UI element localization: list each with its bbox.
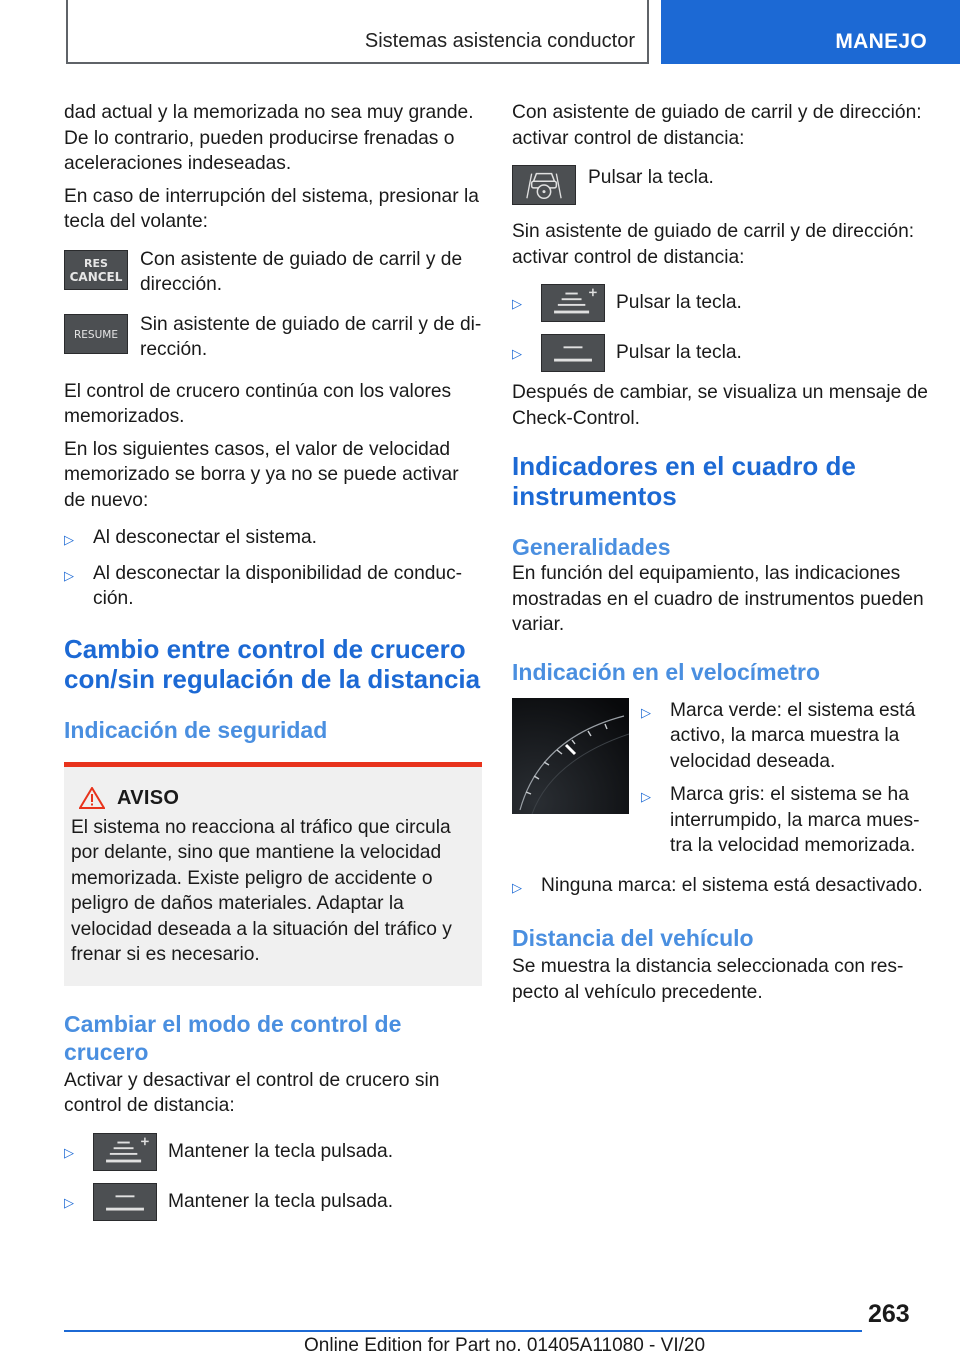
bullet-triangle-icon: ▷: [512, 296, 522, 311]
lane-distance-plus-icon: [541, 284, 605, 322]
paragraph-with-steering: Con asistente de guiado de carril y de dirección: activar control de distancia:: [512, 102, 922, 149]
bullet-triangle-icon: ▷: [64, 1144, 74, 1160]
footer-divider: [64, 1330, 862, 1332]
list-item: ▷ Al desconectar la disponibilidad de conducción.: [64, 561, 482, 612]
heading-cruise-switch: Cambio entre control de crucero con/sin regulación de la distancia: [64, 633, 481, 694]
key-row-res-cancel: [64, 247, 482, 298]
change-mode-text: Activar y desactivar el control de crucero sin control de distancia:: [64, 1069, 440, 1116]
res-cancel-key-icon: RES CANCEL: [64, 250, 128, 290]
paragraph-without-steering: Sin asistente de guiado de carril y de dirección: activar control de distancia:: [512, 221, 915, 268]
resume-description: Sin asistente de guiado de carril y de dirección.: [140, 313, 482, 360]
list-item: ▷ Ninguna marca: el sistema está desactivado.: [512, 873, 928, 901]
steering-assist-icon: [512, 165, 576, 205]
header-section-title: Sistemas asistencia conductor: [364, 30, 635, 52]
general-text: En función del equipamiento, las indicaciones mostradas en el cuadro de instrumentos pueden variar.: [512, 563, 924, 635]
bullet-triangle-icon: ▷: [512, 879, 522, 895]
right-step-1: ▷ Pulsar la tecla.: [512, 284, 928, 322]
bullet-triangle-icon: ▷: [641, 789, 651, 804]
bullet-triangle-icon: ▷: [64, 1194, 74, 1210]
heading-general: Generalidades: [512, 534, 671, 560]
warning-box: [64, 762, 482, 986]
warning-icon: [79, 787, 105, 809]
list-item: ▷ Al desconectar el sistema.: [64, 525, 482, 553]
intro-paragraph-2: En caso de interrupción del sistema, presionar la tecla del volante:: [64, 185, 479, 232]
right-column: [512, 100, 928, 1012]
key-row-resume: [64, 312, 482, 363]
heading-speedometer: Indicación en el velocímetro: [512, 658, 821, 685]
lane-distance-plus-icon: [93, 1133, 157, 1171]
warning-title-row: [79, 787, 473, 810]
heading-safety: Indicación de seguridad: [64, 716, 328, 743]
right-step-2: ▷ Pulsar la tecla.: [512, 334, 928, 372]
resume-key-icon: RESUME: [64, 314, 128, 354]
steering-key-description: Pulsar la tecla.: [588, 167, 714, 188]
bullet-triangle-icon: ▷: [64, 567, 74, 583]
heading-change-mode: Cambiar el modo de control de crucero: [64, 1010, 402, 1065]
speedometer-block: [512, 698, 928, 867]
mode-step-1: ▷ Mantener la tecla pulsada.: [64, 1133, 482, 1171]
intro-paragraph-1: dad actual y la memorizada no sea muy grande. De lo contrario, pueden producirse frenadas o aceleraciones indeseadas.: [64, 102, 474, 174]
paragraph-check-control: Después de cambiar, se visualiza un mensaje de Check-Control.: [512, 382, 928, 429]
footer-edition: Online Edition for Part no. 01405A11080 - VI/20: [304, 1335, 706, 1356]
paragraph-continue: El control de crucero continúa con los valores memorizados.: [64, 380, 452, 427]
lane-distance-icon: [541, 334, 605, 372]
bullet-triangle-icon: ▷: [64, 532, 74, 547]
warning-text: El sistema no reacciona al tráfico que circula por delante, sino que mantiene la velocidad memorizada. Existe peligro de accidente o peligro de daños materiales. Adaptar la velocidad deseada a la situación del tráfico y frenar si es necesario.: [71, 816, 452, 965]
page-number: 263: [868, 1300, 910, 1328]
heading-distance: Distancia del vehículo: [512, 925, 754, 951]
list-item: ▷ Marca gris: el sistema se ha interrumpido, la marca muestra la velocidad memorizada.: [641, 782, 928, 859]
list-item: ▷ Marca verde: el sistema está activo, la marca muestra la velocidad deseada.: [641, 698, 928, 775]
header-section-tab: [66, 0, 649, 64]
header-chapter-title: MANEJO: [835, 30, 927, 53]
distance-text: Se muestra la distancia seleccionada con respecto al vehículo precedente.: [512, 956, 904, 1003]
header-chapter-tab: [661, 0, 960, 64]
speedometer-image: [512, 698, 629, 814]
bullet-triangle-icon: ▷: [641, 704, 651, 720]
paragraph-cases: En los siguientes casos, el valor de velocidad memorizado se borra y ya no se puede activar de nuevo:: [64, 438, 459, 511]
res-cancel-description: Con asistente de guiado de carril y de dirección.: [140, 248, 463, 295]
bullet-triangle-icon: ▷: [512, 346, 522, 361]
speedometer-bullets: [641, 698, 928, 867]
left-column: [64, 100, 482, 1233]
lane-distance-icon: [93, 1183, 157, 1221]
mode-step-2: ▷ Mantener la tecla pulsada.: [64, 1183, 482, 1221]
heading-instruments: Indicadores en el cuadro de instrumentos: [512, 451, 856, 511]
warning-title: AVISO: [117, 786, 180, 809]
key-row-steering: [512, 165, 928, 205]
